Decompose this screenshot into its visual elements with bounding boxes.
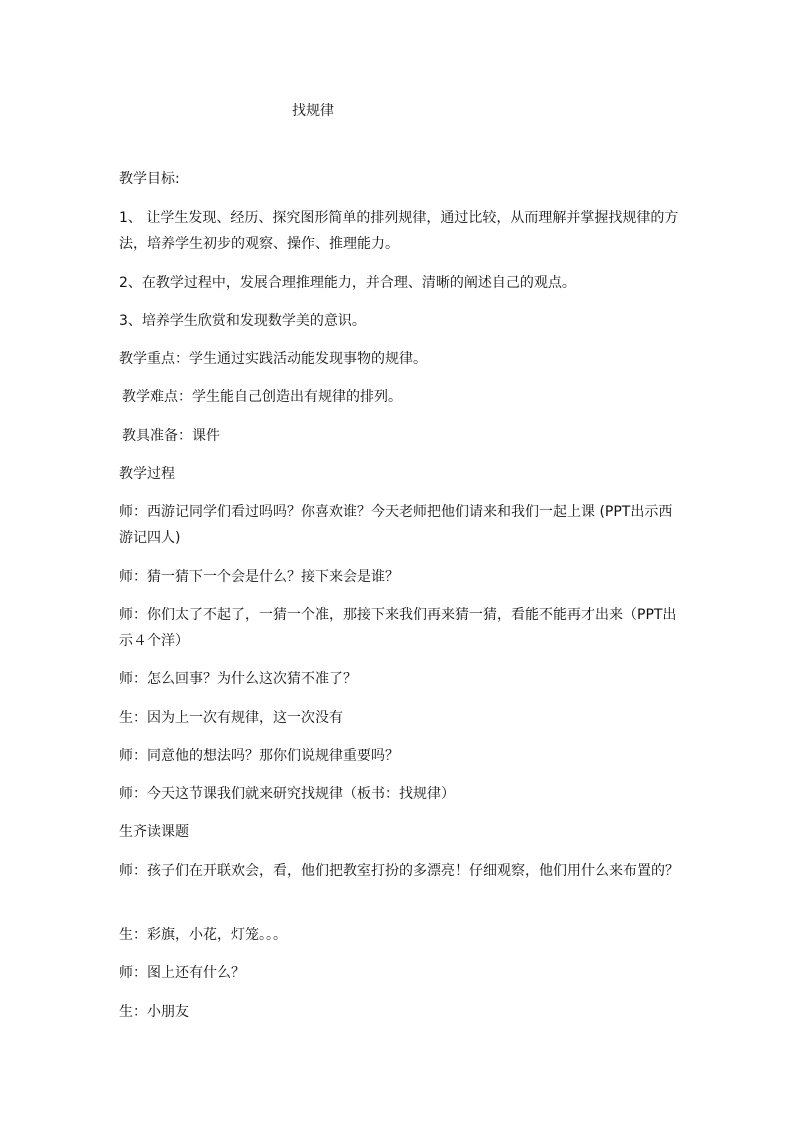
paragraph-read-title: 生齐读课题 — [119, 824, 189, 840]
paragraph-objective-1: 1、 让学生发现、经历、探究图形简单的排列规律，通过比较，从而理解并掌握找规律的方法，培养学生初步的观察、操作、推理能力。 — [119, 210, 679, 252]
paragraph-dialogue-11: 生：小朋友 — [119, 1004, 189, 1020]
paragraph-dialogue-3: 师：你们太了不起了，一猜一个准，那接下来我们再来猜一猜，看能不能再才出来（PPT出示４个洋） — [119, 607, 677, 649]
paragraph-dialogue-4: 师：怎么回事？为什么这次猜不准了？ — [119, 671, 357, 687]
paragraph-dialogue-9: 生：彩旗，小花，灯笼。。。 — [119, 927, 287, 943]
paragraph-dialogue-2: 师：猜一猜下一个会是什么？接下来会是谁？ — [119, 569, 399, 585]
paragraph-dialogue-6: 师：同意他的想法吗？那你们说规律重要吗？ — [119, 748, 399, 764]
paragraph-dialogue-8: 师：孩子们在开联欢会，看，他们把教室打扮的多漂亮！仔细观察，他们用什么来布置的？ — [119, 863, 679, 879]
paragraph-teaching-aids: 教具准备：课件 — [122, 428, 220, 444]
paragraph-objectives-heading: 教学目标: — [119, 171, 180, 187]
paragraph-difficulty: 教学难点：学生能自己创造出有规律的排列。 — [122, 389, 402, 405]
document-title: 找规律 — [292, 103, 334, 119]
paragraph-dialogue-10: 师：图上还有什么？ — [119, 965, 245, 981]
paragraph-process-heading: 教学过程 — [119, 466, 175, 482]
paragraph-dialogue-1: 师：西游记同学们看过吗吗？你喜欢谁？今天老师把他们请来和我们一起上课 (PPT出示西游记四人) — [119, 504, 673, 546]
paragraph-dialogue-5: 生：因为上一次有规律，这一次没有 — [119, 710, 343, 726]
paragraph-dialogue-7: 师：今天这节课我们就来研究找规律（板书：找规律） — [119, 786, 455, 802]
paragraph-objective-2: 2、在教学过程中，发展合理推理能力，并合理、清晰的阐述自己的观点。 — [119, 275, 576, 291]
paragraph-key-point: 教学重点：学生通过实践活动能发现事物的规律。 — [119, 351, 427, 367]
paragraph-objective-3: 3、培养学生欣赏和发现数学美的意识。 — [119, 313, 366, 329]
